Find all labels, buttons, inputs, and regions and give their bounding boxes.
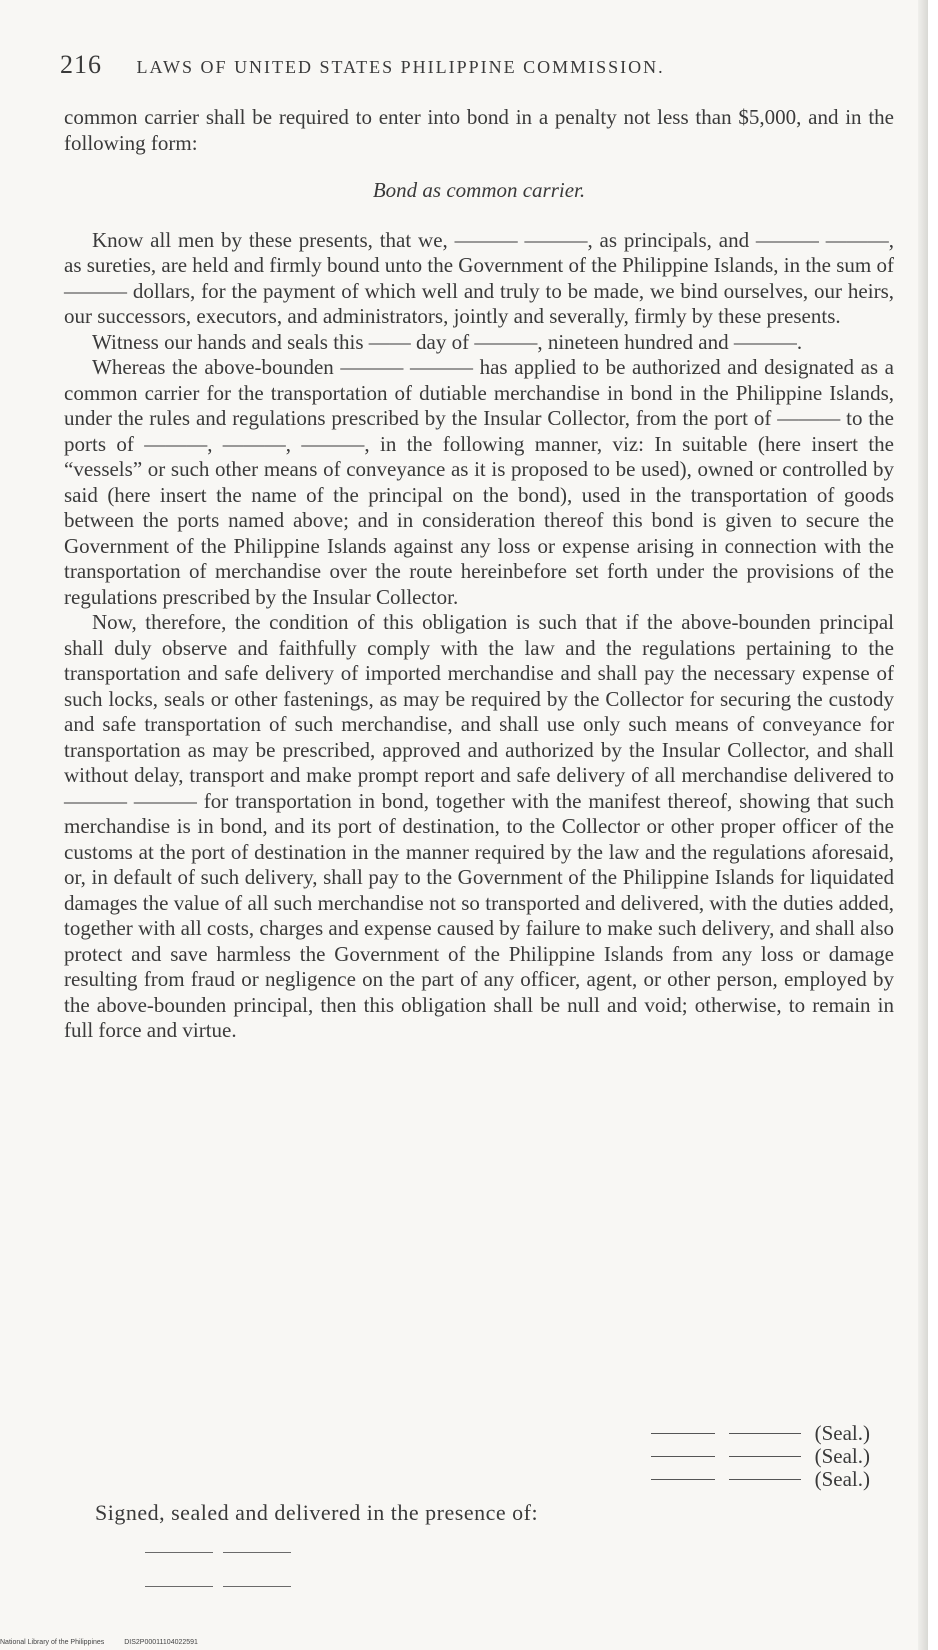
- library-credit: National Library of the Philippines: [0, 1639, 105, 1646]
- paragraph-witness: Witness our hands and seals this —— day of ———, nineteen hundred and ———.: [92, 329, 803, 354]
- witness-row: [145, 1574, 301, 1608]
- page-header: [60, 50, 880, 80]
- witness-blank: [223, 1552, 291, 1553]
- scan-footer: [0, 1639, 216, 1646]
- paragraph-know-all-men: Know all men by these presents, that we, ——— ———, as principals, and ——— ———, as sureties, are held and firmly bound unto the Government of the Philippine Islands, in the sum of ——— dollars, for the payment of which well and truly to be made, we bind ourselves, our heirs, our successors, executors, and administrators, jointly and severally, firmly by these presents.: [64, 227, 894, 328]
- signature-blank: [651, 1479, 715, 1480]
- witness-lines: [145, 1540, 301, 1608]
- seal-row: [651, 1445, 870, 1468]
- paragraph-intro: common carrier shall be required to enter into bond in a penalty not less than $5,000, and in the following form:: [64, 105, 894, 155]
- page-edge-shadow: [918, 0, 928, 1650]
- body-text: [64, 105, 894, 1044]
- witness-blank: [223, 1586, 291, 1587]
- running-title: LAWS OF UNITED STATES PHILIPPINE COMMISSION.: [136, 57, 665, 77]
- signature-blank: [729, 1433, 801, 1434]
- seal-label: (Seal.): [814, 1421, 870, 1445]
- signature-blank: [651, 1433, 715, 1434]
- seal-label: (Seal.): [814, 1467, 870, 1491]
- paragraph-whereas: Whereas the above-bounden ——— ——— has applied to be authorized and designated as a common carrier for the transportation of dutiable merchandise in bond in the Philippine Islands, under the rules and regulations prescribed by the Insular Collector, from the port of ——— to the ports of ———, ———, ———, in the following manner, viz: In suitable (here insert the “vessels” or such other means of conveyance as it is proposed to be used), owned or controlled by said (here insert the name of the principal on the bond), used in the transportation of goods between the ports named above; and in consideration thereof this bond is given to secure the Government of the Philippine Islands against any loss or expense arising in connection with the transportation of merchandise over the route hereinbefore set forth under the provisions of the regulations prescribed by the Insular Collector.: [64, 355, 894, 609]
- witness-blank: [145, 1552, 213, 1553]
- witness-row: [145, 1540, 301, 1574]
- scan-code: DIS2P000111040225​91: [124, 1639, 198, 1646]
- seal-row: [651, 1468, 870, 1491]
- paragraph-condition: Now, therefore, the condition of this obligation is such that if the above-bounden principal shall duly observe and faithfully comply with the law and the regulations pertaining to the transportation and safe delivery of imported merchandise and shall pay the necessary expense of such locks, seals or other fastenings, as may be required by the Collector for securing the custody and safe transportation of such merchandise, and shall use only such means of conveyance for transportation as may be prescribed, approved and authorized by the Insular Collector, and shall without delay, transport and make prompt report and safe delivery of all merchandise delivered to ——— ——— for transportation in bond, together with the manifest thereof, showing that such merchandise is in bond, and its port of destination, to the Collector or other proper officer of the customs at the port of destination in the manner required by the law and the regulations aforesaid, or, in default of such delivery, shall pay to the Government of the Philippine Islands for liquidated damages the value of all such merchandise not so transported and delivered, with the duties added, together with all costs, charges and expense caused by failure to make such delivery, and shall also protect and save harmless the Government of the Philippine Islands from any loss or damage resulting from fraud or negligence on the part of any officer, agent, or other person, employed by the above-bounden principal, then this obligation shall be null and void; otherwise, to remain in full force and virtue.: [64, 610, 894, 1042]
- witness-blank: [145, 1586, 213, 1587]
- page-number: 216: [60, 50, 102, 79]
- signature-blank: [729, 1456, 801, 1457]
- signature-blank: [729, 1479, 801, 1480]
- signature-blank: [651, 1456, 715, 1457]
- seal-block: [651, 1422, 870, 1491]
- seal-row: [651, 1422, 870, 1445]
- seal-label: (Seal.): [814, 1444, 870, 1468]
- signed-line: Signed, sealed and delivered in the presence of:: [95, 1500, 539, 1525]
- section-title: Bond as common carrier.: [372, 178, 586, 202]
